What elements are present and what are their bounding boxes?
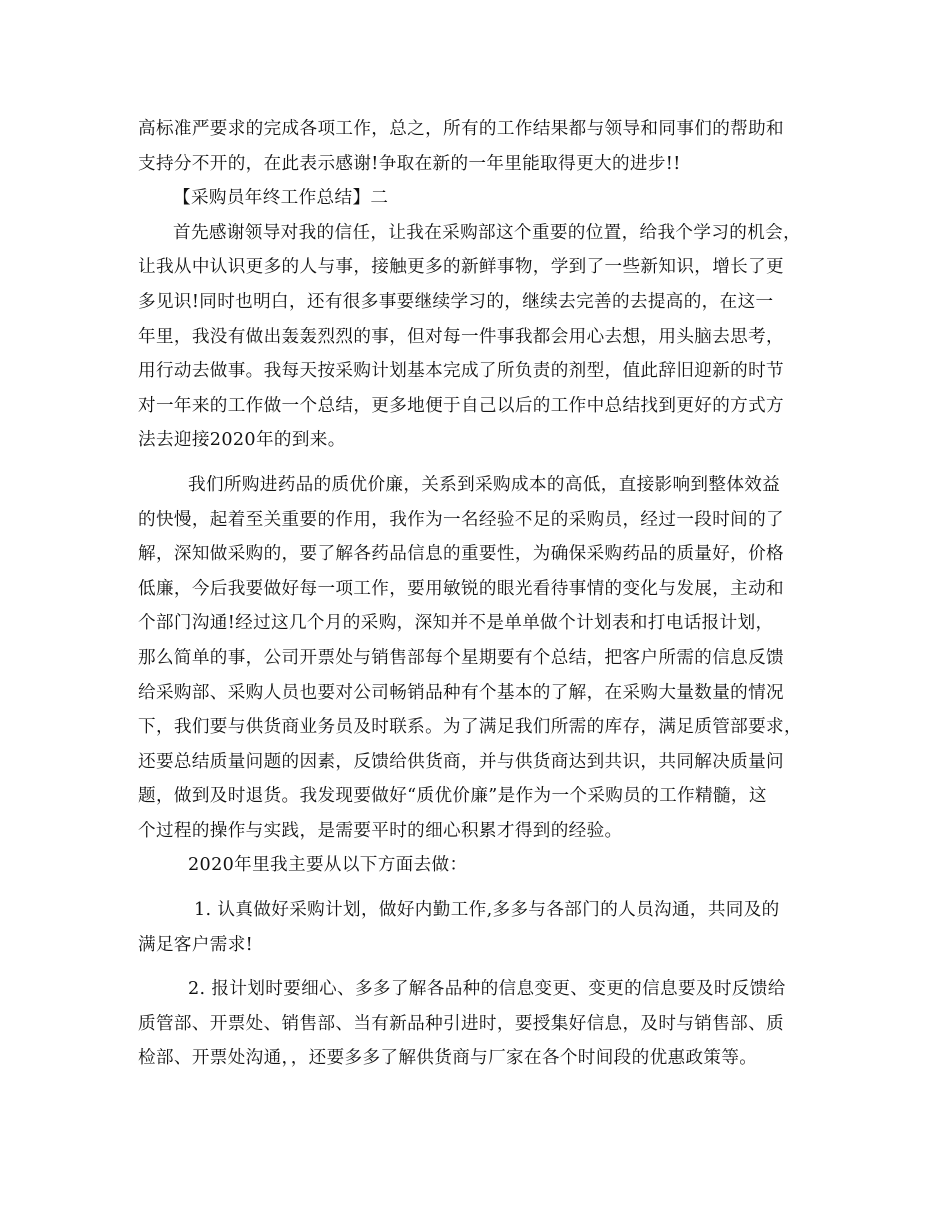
text-line: 首先感谢领导对我的信任，让我在采购部这个重要的位置，给我个学习的机会，	[173, 222, 802, 243]
text-line: 年里，我没有做出轰轰烈烈的事，但对每一件事我都会用心去想，用头脑去思考，	[138, 326, 784, 347]
section-heading: 【采购员年终工作总结】二	[173, 188, 389, 209]
list-item: 1. 认真做好采购计划，做好内勤工作,多多与各部门的人员沟通，共同及的	[194, 900, 780, 921]
text-line: 对一年来的工作做一个总结，更多地便于自己以后的工作中总结找到更好的方式方	[138, 395, 784, 416]
text-line: 检部、开票处沟通，，还要多多了解供货商与厂家在各个时间段的优惠政策等。	[138, 1048, 758, 1069]
text-line: 高标准严要求的完成各项工作，总之，所有的工作结果都与领导和同事们的帮助和	[138, 119, 784, 139]
text-line: 满足客户需求!	[138, 934, 254, 955]
text-line: 我们所购进药品的质优价廉，关系到采购成本的高低，直接影响到整体效益	[188, 474, 781, 495]
text-line: 用行动去做事。我每天按采购计划基本完成了所负责的剂型，值此辞旧迎新的时节	[138, 361, 784, 382]
document-page	[138, 112, 828, 1076]
text-line: 个部门沟通!经过这几个月的采购，深知并不是单单做个计划表和打电话报计划，	[138, 613, 774, 634]
text-line: 低廉，今后我要做好每一项工作，要用敏锐的眼光看待事情的变化与发展，主动和	[138, 578, 784, 599]
text-line: 多见识!同时也明白，还有很多事要继续学习的，继续去完善的去提高的，在这一	[138, 291, 774, 312]
text-line: 个过程的操作与实践，是需要平时的细心积累才得到的经验。	[138, 820, 623, 841]
text-line: 质管部、开票处、销售部、当有新品种引进时，要授集好信息，及时与销售部、质	[138, 1013, 784, 1034]
text-line: 那么简单的事，公司开票处与销售部每个星期要有个总结，把客户所需的信息反馈	[138, 647, 784, 668]
text-line: 支持分不开的，在此表示感谢!争取在新的一年里能取得更大的进步!!	[138, 153, 681, 174]
text-line: 题，做到及时退货。我发现要做好“质优价廉”是作为一个采购员的工作精髓，这	[138, 786, 767, 807]
text-line: 的快慢，起着至关重要的作用，我作为一名经验不足的采购员，经过一段时间的了	[138, 509, 784, 530]
text-line: 给采购部、采购人员也要对公司畅销品种有个基本的了解，在采购大量数量的情况	[138, 682, 784, 703]
text-line: 下，我们要与供货商业务员及时联系。为了满足我们所需的库存，满足质管部要求，	[138, 717, 802, 738]
text-line: 解，深知做采购的，要了解各药品信息的重要性，为确保采购药品的质量好，价格	[138, 544, 784, 565]
list-item: 2. 报计划时要细心、多多了解各品种的信息变更、变更的信息要及时反馈给	[188, 979, 786, 1000]
text-line: 还要总结质量问题的因素，反馈给供货商，并与供货商达到共识，共同解决质量问	[138, 751, 784, 772]
text-line: 让我从中认识更多的人与事，接触更多的新鲜事物，学到了一些新知识，增长了更	[138, 257, 784, 278]
text-line: 2020年里我主要从以下方面去做：	[188, 855, 468, 876]
text-line: 法去迎接2020年的到来。	[138, 430, 346, 451]
